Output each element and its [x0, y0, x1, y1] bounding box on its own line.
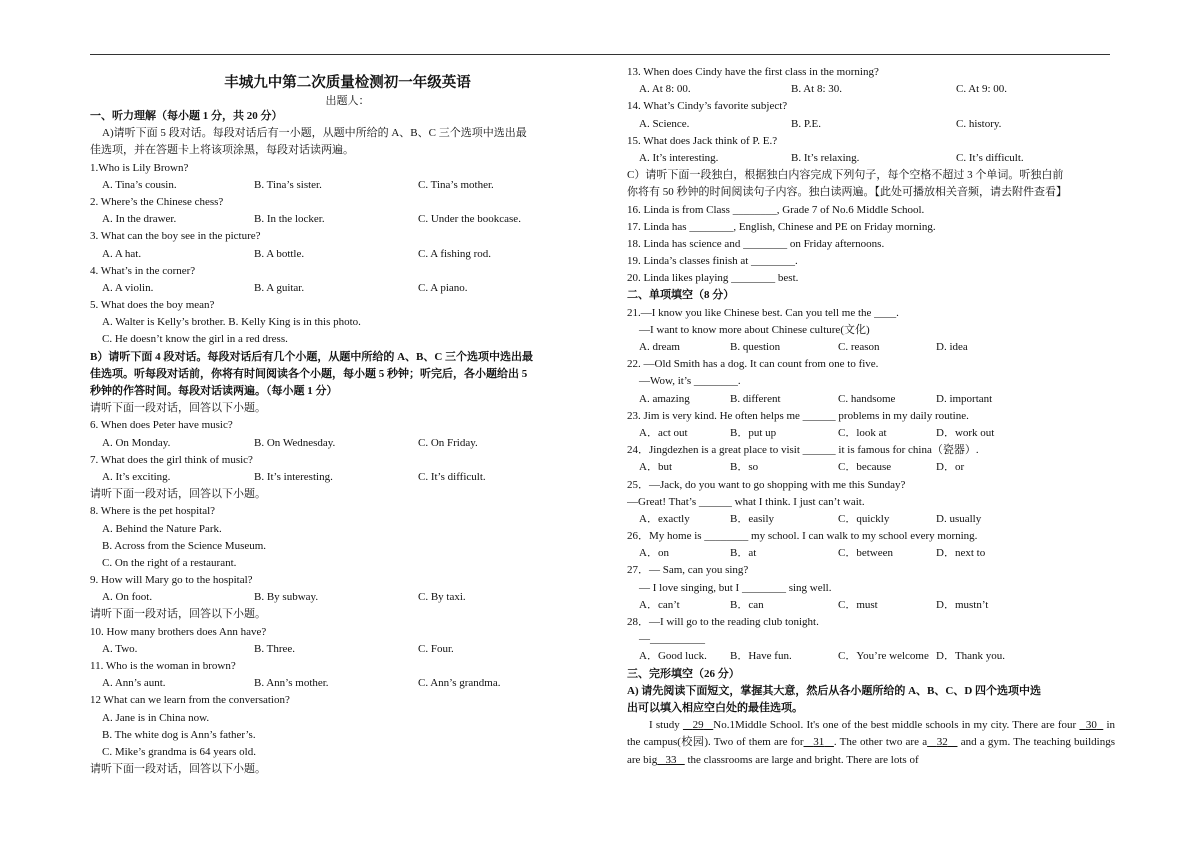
- cloze-text: . The other two are a: [833, 736, 928, 749]
- question-text: 请听下面一段对话，回答以下小题。: [90, 402, 266, 415]
- cloze-blank-number: 30: [1085, 719, 1097, 732]
- page-title: 丰城九中第二次质量检测初一年级英语: [224, 75, 471, 91]
- option-a: A. Tina’s cousin.: [102, 178, 177, 191]
- option-a: A. Two.: [102, 642, 138, 655]
- question-text: 9. How will Mary go to the hospital?: [90, 574, 253, 587]
- option-c: C．quickly: [838, 512, 890, 525]
- instruction-text: 秒钟的作答时间。每段对话读两遍。（每小题 1 分）: [90, 385, 338, 397]
- option-d: D．Thank you.: [936, 650, 1006, 663]
- option-b: B. It’s relaxing.: [791, 151, 860, 164]
- option-a: A. Ann’s aunt.: [102, 677, 166, 690]
- option-b: B．Have fun.: [730, 650, 792, 663]
- cloze-blank-number: 32: [936, 736, 948, 749]
- option-a: A．act out: [639, 426, 688, 439]
- question-text: 4. What’s in the corner?: [90, 264, 196, 277]
- question-text: 10. How many brothers does Ann have?: [90, 625, 267, 638]
- section-heading: 一、听力理解（每小题 1 分，共 20 分）: [90, 110, 283, 122]
- cloze-blank-33: [657, 754, 685, 766]
- option-line: —I want to know more about Chinese culture(文化): [639, 323, 870, 336]
- cloze-blank-32: [927, 736, 957, 748]
- question-text: 请听下面一段对话，回答以下小题。: [90, 608, 266, 621]
- cloze-text: the classrooms are large and bright. There are lots of: [684, 753, 919, 766]
- cloze-text: I study: [649, 719, 683, 732]
- option-c: C. A piano.: [418, 281, 468, 294]
- section-heading: 三、完形填空（26 分）: [627, 667, 740, 680]
- question-text: 23. Jim is very kind. He often helps me ______ problems in my daily routine.: [627, 409, 969, 422]
- options-row: [90, 211, 605, 228]
- option-line: C. Mike’s grandma is 64 years old.: [102, 745, 256, 758]
- option-a: A. A violin.: [102, 281, 154, 294]
- author-line: 出题人：: [325, 95, 370, 107]
- option-a: A. It’s interesting.: [639, 151, 719, 164]
- option-line: A. Behind the Nature Park.: [102, 522, 222, 535]
- option-d: D. idea: [936, 341, 968, 353]
- question-text: 2. Where’s the Chinese chess?: [90, 195, 224, 208]
- options-row: [627, 116, 1115, 133]
- instruction-text: 出可以填入相应空白处的最佳选项。: [627, 701, 803, 714]
- cloze-blank-29: [683, 719, 713, 731]
- question-text: 26．My home is ________ my school. I can walk to my school every morning.: [627, 530, 978, 543]
- option-c: C. Tina’s mother.: [418, 178, 494, 191]
- option-a: A. At 8: 00.: [639, 83, 691, 96]
- question-text: 5. What does the boy mean?: [90, 299, 215, 312]
- options-row: [90, 675, 605, 692]
- instruction-text: B）请听下面 4 段对话。每段对话后有几个小题，从题中所给的 A、B、C 三个选项中选出最: [90, 350, 534, 363]
- options-row: [90, 641, 605, 658]
- option-b: B．easily: [730, 512, 774, 525]
- option-b: B. In the locker.: [254, 213, 325, 226]
- cloze-blank-30: [1079, 719, 1103, 731]
- option-c: C．look at: [838, 426, 887, 439]
- right-column: [627, 64, 1115, 769]
- option-line: A. Jane is in China now.: [102, 711, 210, 724]
- question-text: 1.Who is Lily Brown?: [90, 161, 189, 174]
- option-line: —Wow, it’s ________.: [639, 375, 741, 388]
- option-a: A．can’t: [639, 598, 680, 611]
- option-line: — I love singing, but I ________ sing well.: [639, 581, 832, 594]
- option-d: D. usually: [936, 512, 982, 525]
- option-b: B. Ann’s mother.: [254, 677, 329, 690]
- question-text: 12 What can we learn from the conversation?: [90, 694, 290, 707]
- section-heading: 二、单项填空（8 分）: [627, 289, 735, 302]
- question-text: 16. Linda is from Class ________, Grade 7 of No.6 Middle School.: [627, 203, 925, 216]
- option-b: B. question: [730, 341, 781, 353]
- right-column-body: [627, 64, 1115, 717]
- option-a: A．Good luck.: [639, 650, 707, 663]
- option-a: A. Science.: [639, 117, 690, 130]
- cloze-blank-31: [804, 736, 834, 748]
- options-row: [90, 589, 605, 606]
- option-b: B．put up: [730, 426, 777, 439]
- option-line: B. The white dog is Ann’s father’s.: [102, 728, 256, 741]
- option-b: B. At 8: 30.: [791, 83, 843, 96]
- option-d: D. important: [936, 392, 993, 405]
- option-b: B. Three.: [254, 642, 296, 655]
- option-a: A. On Monday.: [102, 436, 171, 449]
- option-a: A．but: [639, 461, 672, 474]
- question-text: 请听下面一段对话，回答以下小题。: [90, 488, 266, 501]
- option-d: D．or: [936, 461, 965, 474]
- option-a: A. amazing: [639, 392, 690, 405]
- option-a: A．exactly: [639, 512, 690, 525]
- instruction-text: A)请听下面 5 段对话。每段对话后有一小题，从题中所给的 A、B、C 三个选项中选出最: [102, 127, 527, 140]
- option-a: A. It’s exciting.: [102, 470, 171, 483]
- options-row: [90, 435, 605, 452]
- option-a: A. In the drawer.: [102, 213, 177, 226]
- question-text: 6. When does Peter have music?: [90, 419, 233, 432]
- question-text: 3. What can the boy see in the picture?: [90, 230, 261, 243]
- options-row: [627, 339, 1115, 356]
- question-text: 25．—Jack, do you want to go shopping with me this Sunday?: [627, 478, 906, 491]
- question-text: 你将有 50 秒钟的时间阅读句子内容。独白读两遍。【此处可播放相关音频，请去附件查看】: [627, 186, 1067, 199]
- option-c: C. It’s difficult.: [418, 470, 486, 483]
- option-c: C．You’re welcome: [838, 650, 929, 663]
- options-row: [90, 246, 605, 263]
- options-row: [90, 280, 605, 297]
- option-b: B．can: [730, 598, 764, 611]
- question-text: 22. —Old Smith has a dog. It can count from one to five.: [627, 358, 879, 371]
- question-text: 17. Linda has ________, English, Chinese and PE on Friday morning.: [627, 220, 936, 233]
- option-line: —__________: [639, 633, 705, 646]
- option-a: A．on: [639, 547, 669, 560]
- question-text: 13. When does Cindy have the first class in the morning?: [627, 66, 879, 78]
- option-line: C. On the right of a restaurant.: [102, 556, 237, 569]
- option-a: A. dream: [639, 341, 680, 353]
- option-b: B. Tina’s sister.: [254, 178, 322, 191]
- cloze-blank-number: 33: [665, 753, 677, 766]
- instruction-text: 佳选项，并在答题卡上将该项涂黑，每段对话读两遍。: [90, 144, 354, 157]
- option-c: C. Under the bookcase.: [418, 213, 521, 226]
- top-rule: [90, 54, 1110, 55]
- options-row: [627, 425, 1115, 442]
- option-b: B. P.E.: [791, 117, 821, 130]
- option-c: C. reason: [838, 341, 880, 353]
- cloze-text: in the campus(校园). Two of them are for: [627, 719, 1116, 749]
- question-text: 24．Jingdezhen is a great place to visit ______ it is famous for china（瓷器）.: [627, 444, 979, 457]
- option-c: C．must: [838, 598, 878, 611]
- option-c: C. By taxi.: [418, 591, 466, 604]
- option-a: A. On foot.: [102, 591, 153, 604]
- options-row: [90, 469, 605, 486]
- option-line: A. Walter is Kelly’s brother. B. Kelly King is in this photo.: [102, 316, 361, 329]
- question-text: 请听下面一段对话，回答以下小题。: [90, 763, 266, 776]
- option-b: B．so: [730, 461, 759, 474]
- question-text: 14. What’s Cindy’s favorite subject?: [627, 100, 788, 113]
- option-c: C. Four.: [418, 642, 454, 655]
- cloze-passage: [627, 717, 1115, 769]
- option-b: B. It’s interesting.: [254, 470, 333, 483]
- cloze-text: No.1Middle School. It's one of the best middle schools in my city. There are four: [713, 719, 1080, 732]
- options-row: [627, 545, 1115, 562]
- question-text: C）请听下面一段独白，根据独白内容完成下列句子，每个空格不超过 3 个单词。听独白前: [627, 169, 1064, 182]
- instruction-text: A) 请先阅读下面短文，掌握其大意，然后从各小题所给的 A、B、C、D 四个选项中选: [627, 684, 1042, 697]
- option-a: A. A hat.: [102, 247, 142, 260]
- option-c: C. On Friday.: [418, 436, 478, 449]
- option-d: D．mustn’t: [936, 598, 989, 611]
- question-text: 15. What does Jack think of P. E.?: [627, 134, 778, 147]
- cloze-text: and a gym. The teaching buildings are big: [627, 736, 1116, 766]
- option-line: C. He doesn’t know the girl in a red dress.: [102, 333, 288, 346]
- cloze-blank-number: 29: [692, 719, 704, 732]
- options-row: [627, 459, 1115, 476]
- option-b: B. By subway.: [254, 591, 319, 604]
- option-c: C. It’s difficult.: [956, 151, 1024, 164]
- question-text: 18. Linda has science and ________ on Friday afternoons.: [627, 237, 885, 250]
- options-row: [627, 648, 1115, 665]
- instruction-text: 佳选项。听每段对话前，你将有时间阅读各个小题，每小题 5 秒钟；听完后，各小题给出 5: [90, 367, 528, 380]
- question-text: 7. What does the girl think of music?: [90, 453, 253, 466]
- option-c: C. A fishing rod.: [418, 247, 492, 260]
- option-c: C. handsome: [838, 392, 896, 405]
- options-row: [90, 177, 605, 194]
- option-c: C. history.: [956, 117, 1002, 130]
- question-text: —Great! That’s ______ what I think. I just can’t wait.: [627, 495, 865, 508]
- options-row: [627, 391, 1115, 408]
- cloze-blank-number: 31: [813, 736, 825, 749]
- options-row: [627, 150, 1115, 167]
- option-b: B．at: [730, 547, 757, 560]
- options-row: [627, 597, 1115, 614]
- question-text: 27．— Sam, can you sing?: [627, 564, 749, 577]
- question-text: 11. Who is the woman in brown?: [90, 660, 236, 672]
- question-text: 28．—I will go to the reading club tonight.: [627, 616, 819, 628]
- question-text: 20. Linda likes playing ________ best.: [627, 272, 799, 285]
- left-column: [90, 64, 605, 778]
- option-b: B. On Wednesday.: [254, 436, 336, 449]
- left-column-body: [90, 108, 605, 778]
- question-text: 21.—I know you like Chinese best. Can you tell me the ____.: [627, 306, 899, 319]
- option-b: B. different: [730, 392, 781, 405]
- options-row: [627, 81, 1115, 98]
- option-c: C．between: [838, 547, 893, 560]
- option-c: C. Ann’s grandma.: [418, 677, 501, 690]
- option-d: D．next to: [936, 547, 986, 560]
- option-c: C．because: [838, 461, 892, 474]
- question-text: 8. Where is the pet hospital?: [90, 505, 216, 518]
- question-text: 19. Linda’s classes finish at ________.: [627, 255, 798, 268]
- option-c: C. At 9: 00.: [956, 83, 1008, 96]
- option-d: D．work out: [936, 426, 995, 439]
- option-line: B. Across from the Science Museum.: [102, 539, 267, 552]
- option-b: B. A bottle.: [254, 247, 305, 260]
- options-row: [627, 511, 1115, 528]
- option-b: B. A guitar.: [254, 281, 305, 294]
